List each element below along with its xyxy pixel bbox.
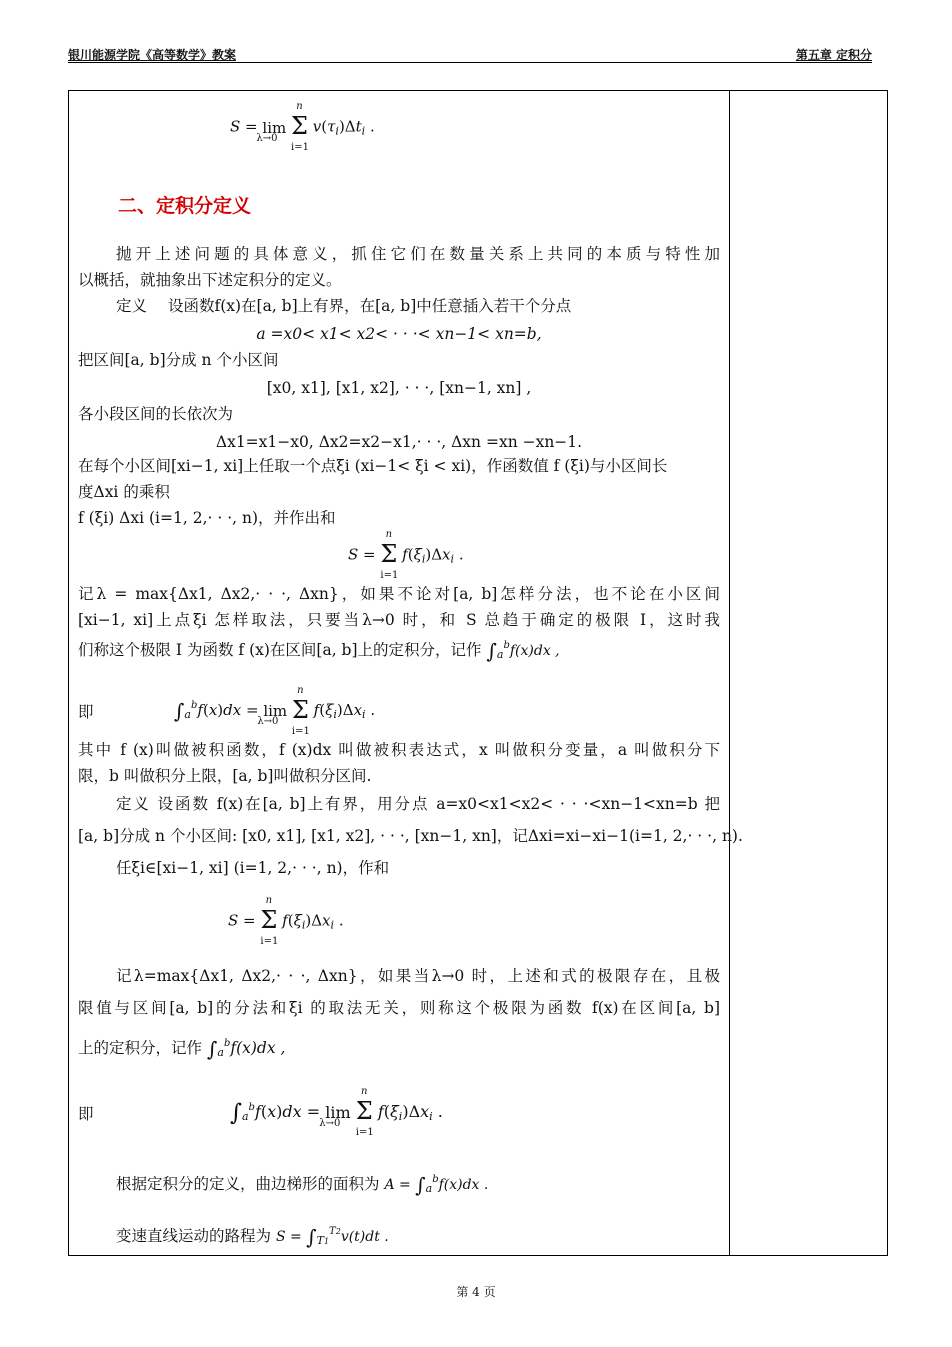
- terms-a: 其中 f (x)叫做被积函数，f (x)dx 叫做被积表达式，x 叫做积分变量，a 叫做积分下: [78, 741, 720, 759]
- def2-a: 定义 设函数 f(x)在[a, b]上有界，用分点 a=x0<x1<x2< · · ·<xn−1<xn=b 把: [116, 795, 720, 813]
- product-line: f (ξi) Δxi (i=1, 2,· · ·, n)，并作出和: [78, 509, 336, 527]
- header-right: 第五章 定积分: [795, 48, 872, 62]
- page-header: [68, 44, 872, 63]
- def2-d: 记λ=max{Δx1, Δx2,· · ·, Δxn}，如果当λ→0 时，上述和式的极限存在，且极: [116, 967, 720, 985]
- ji-label-1: 即: [78, 703, 94, 721]
- def2-c: 任ξi∈[xi−1, xi] (i=1, 2,· · ·, n)，作和: [116, 859, 390, 877]
- formula-sum-2: S = n Σ i=1 $f(\xi_i)\Delta x_i$ .: [228, 895, 344, 947]
- pick-b: 度Δxi 的乘积: [78, 483, 170, 501]
- pick-a: 在每个小区间[xi−1, xi]上任取一个点ξi (xi−1< ξi < xi)，作函数值 f (ξi)与小区间长: [78, 457, 668, 475]
- def1-line: [116, 294, 571, 318]
- table-divider: [729, 90, 730, 1256]
- terms-b: 限，b 叫做积分上限，[a, b]叫做积分区间.: [78, 767, 372, 785]
- def2-f: 上的定积分，记作: [78, 1039, 203, 1057]
- section-heading: 二、定积分定义: [118, 195, 252, 217]
- split-line: 把区间[a, b]分成 n 个小区间: [78, 351, 279, 369]
- area-line: 根据定积分的定义，曲边梯形的面积为 $A = \int_a^bf(x)dx$ .: [116, 1173, 489, 1197]
- def2-f-line: 上的定积分，记作 $\int_a^bf(x)dx$ ,: [78, 1037, 286, 1061]
- path-text: 变速直线运动的路程为: [116, 1227, 272, 1245]
- para-1b: 以概括，就抽象出下述定积分的定义。: [78, 271, 342, 289]
- def1-text: 设函数f(x)在[a, b]上有界，在[a, b]中任意插入若干个分点: [167, 297, 572, 315]
- path-line: 变速直线运动的路程为 $S = \int_{T1}^{T2}v(t)dt$ .: [116, 1225, 389, 1249]
- intervals: [x0, x1], [x1, x2], · · ·, [xn−1, xn] ,: [266, 379, 532, 397]
- def2-e: 限值与区间[a, b]的分法和ξi 的取法无关，则称这个极限为函数 f(x)在区间[a, b]: [78, 999, 720, 1017]
- lengths: Δx1=x1−x0, Δx2=x2−x1,· · ·, Δxn =xn −xn−1.: [215, 433, 583, 451]
- para-1a: 抛开上述问题的具体意义，抓住它们在数量关系上共同的本质与特性加: [116, 245, 720, 263]
- lambda-c-line: 们称这个极限 I 为函数 f (x)在区间[a, b]上的定积分，记作 $\int_a^bf(x)dx$ ,: [78, 639, 560, 663]
- lambda-c: 们称这个极限 I 为函数 f (x)在区间[a, b]上的定积分，记作: [78, 641, 482, 659]
- header-left: 银川能源学院《高等数学》教案: [68, 48, 237, 62]
- def2-b: [a, b]分成 n 个小区间: [x0, x1], [x1, x2], · · ·, [xn−1, xn]，记Δxi=xi−xi−1(i=1, 2,· · ·, n).: [78, 827, 743, 845]
- formula-def-1: $\int_a^bf(x)dx = \lim$ λ→0 n Σ i=1 $f(\xi_i)\Delta x_i$ .: [174, 684, 376, 737]
- lambda-a: 记λ = max{Δx1, Δx2,· · ·, Δxn}，如果不论对[a, b]怎样分法，也不论在小区间: [78, 585, 720, 603]
- formula-top: S = lim λ→0 n Σ i=1 $v(\tau_i)\Delta t_i$ .: [230, 101, 375, 153]
- area-text: 根据定积分的定义，曲边梯形的面积为: [116, 1175, 380, 1193]
- partition: a =x0< x1< x2< · · ·< xn−1< xn=b,: [256, 325, 542, 343]
- page-footer: 第 4 页: [456, 1285, 496, 1299]
- lengths-lead: 各小段区间的长依次为: [78, 405, 234, 423]
- formula-def-2: $\int_a^bf(x)dx = \lim$ λ→0 n Σ i=1 $f(\xi_i)\Delta x_i$ .: [230, 1086, 443, 1138]
- formula-sum-1: S = n Σ i=1 $f(\xi_i)\Delta x_i$ .: [348, 529, 464, 581]
- def1-lead: 定义: [116, 297, 148, 315]
- lambda-b: [xi−1, xi]上点ξi 怎样取法，只要当λ→0 时，和 S 总趋于确定的极限 I，这时我: [78, 611, 720, 629]
- ji-label-2: 即: [78, 1105, 94, 1123]
